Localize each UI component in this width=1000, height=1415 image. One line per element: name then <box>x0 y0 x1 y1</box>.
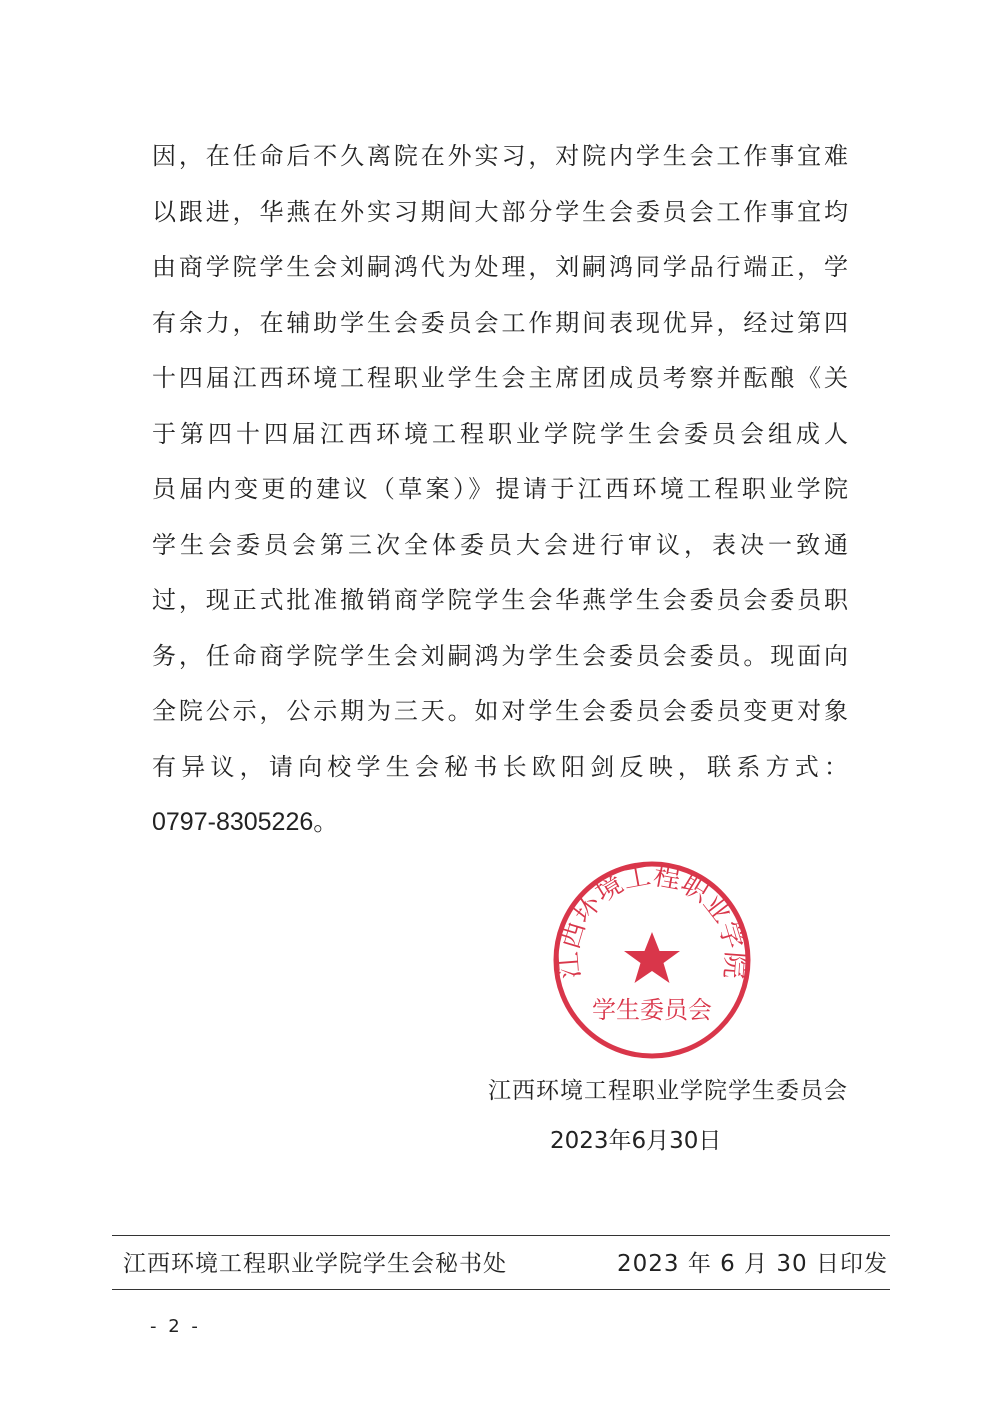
body-line: 以跟进，华燕在外实习期间大部分学生会委员会工作事宜均 <box>152 197 848 226</box>
footer-issue-date: 2023 年 6 月 30 日印发 <box>617 1251 888 1277</box>
body-line: 有余力，在辅助学生会委员会工作期间表现优异，经过第四 <box>152 308 848 337</box>
seal-bottom-text: 学生委员会 <box>592 996 712 1024</box>
body-line: 过，现正式批准撤销商学院学生会华燕学生会委员会委员职 <box>152 586 848 614</box>
document-body <box>152 129 848 851</box>
signature-organization: 江西环境工程职业学院学生委员会 <box>488 1078 848 1104</box>
page-number: - 2 - <box>150 1316 201 1337</box>
official-seal-stamp <box>550 858 754 1062</box>
body-line: 由商学院学生会刘嗣鸿代为处理，刘嗣鸿同学品行端正，学 <box>152 253 848 281</box>
signature-date: 2023年6月30日 <box>550 1128 722 1154</box>
body-line: 全院公示，公示期为三天。如对学生会委员会委员变更对象 <box>152 697 848 725</box>
body-line: 于第四十四届江西环境工程职业学院学生会委员会组成人 <box>152 419 848 448</box>
body-line: 十四届江西环境工程职业学生会主席团成员考察并酝酿《关 <box>152 364 848 392</box>
star-icon <box>624 932 680 983</box>
body-line-phone: 0797-8305226。 <box>152 808 339 836</box>
body-line: 有异议，请向校学生会秘书长欧阳剑反映，联系方式： <box>152 752 848 781</box>
body-line: 务，任命商学院学生会刘嗣鸿为学生会委员会委员。现面向 <box>152 641 848 670</box>
body-line: 因，在任命后不久离院在外实习，对院内学生会工作事宜难 <box>152 142 848 170</box>
body-line: 学生会委员会第三次全体委员大会进行审议，表决一致通 <box>152 530 848 559</box>
footer-bottom-rule <box>112 1289 890 1290</box>
body-line: 员届内变更的建议（草案）》提请于江西环境工程职业学院 <box>152 475 848 503</box>
seal-arc-text: 江西环境工程职业学院 <box>553 860 751 980</box>
footer-top-rule <box>112 1235 890 1236</box>
footer-issuer: 江西环境工程职业学院学生会秘书处 <box>123 1251 507 1277</box>
